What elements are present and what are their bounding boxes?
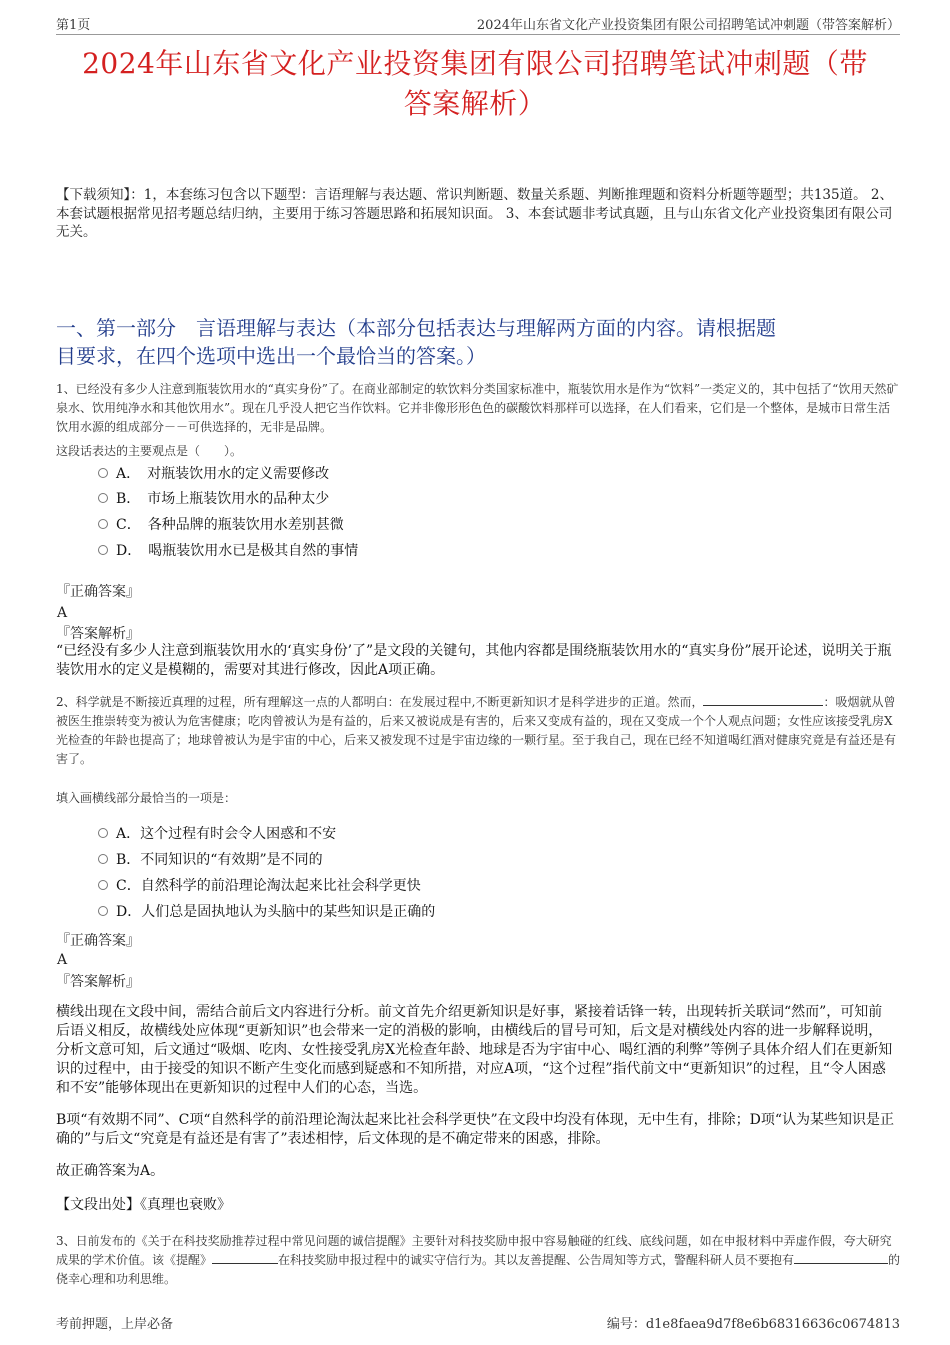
section-heading-line2: 目要求，在四个选项中选出一个最恰当的答案。） <box>56 344 486 368</box>
q1-option-a[interactable] <box>98 463 329 485</box>
section-heading-line1: 一、第一部分 言语理解与表达（本部分包括表达与理解两方面的内容。请根据题 <box>56 316 776 340</box>
header-doc-title: 2024年山东省文化产业投资集团有限公司招聘笔试冲刺题（带答案解析） <box>476 18 900 33</box>
q2-fill-blank <box>703 693 823 706</box>
q2-option-b[interactable] <box>98 849 323 871</box>
q3-text-part-c: 的侥幸心理和功利思维。 <box>56 1253 901 1286</box>
q2-analysis-paragraph-1: 横线出现在文段中间，需结合前后文内容进行分析。前文首先介绍更新知识是好事，紧接着话锋一转，出现转折关联词“然而”，可知前后语义相反，故横线处应体现“更新知识”也会带来一定的消极的影响，由横线后的冒号可知，后文是对横线处内容的进一步解释说明，分析文意可知，后文通过“吸烟、吃肉、女性接受乳房X光检查年龄、地球是否为宇宙中心、喝红酒的利弊”等例子具体介绍人们在更新知识的过程中，由于接受的知识不断产生变化而感到疑惑和不知所措，对应A项，“这个过程”指代前文中“更新知识”的过程，且“令人困惑和不安”能够体现出在更新知识的过程中人们的心态，当选。 <box>56 1004 893 1096</box>
section-heading <box>56 314 906 370</box>
q2-option-c-label: C．自然科学的前沿理论淘汰起来比社会科学更快 <box>116 878 421 894</box>
q2-option-a[interactable] <box>98 823 336 845</box>
footer-doc-id: 编号：d1e8faea9d7f8e6b68316636c0674813 <box>606 1317 900 1332</box>
question-2-prompt: 填入画横线部分最恰当的一项是： <box>56 791 237 805</box>
q1-option-d-label: D． 喝瓶装饮用水已是极其自然的事情 <box>116 543 359 559</box>
q1-option-b[interactable] <box>98 488 329 510</box>
q3-fill-blank-2 <box>794 1251 888 1264</box>
radio-icon[interactable] <box>98 854 108 864</box>
q2-source: 【文段出处】《真理也衰败》 <box>56 1197 231 1213</box>
page-title-line2: 答案解析） <box>403 87 547 120</box>
q2-analysis-label: 『答案解析』 <box>56 974 140 990</box>
radio-icon[interactable] <box>98 545 108 555</box>
q1-option-c[interactable] <box>98 514 344 536</box>
footer-slogan: 考前押题，上岸必备 <box>56 1317 174 1332</box>
q2-option-c[interactable] <box>98 875 421 897</box>
q2-conclusion: 故正确答案为A。 <box>56 1163 165 1179</box>
question-2-text <box>56 693 902 769</box>
radio-icon[interactable] <box>98 468 108 478</box>
q2-option-d[interactable] <box>98 901 435 923</box>
radio-icon[interactable] <box>98 880 108 890</box>
q2-option-a-label: A．这个过程有时会令人困惑和不安 <box>116 826 337 842</box>
q1-analysis: “已经没有多少人注意到瓶装饮用水的‘真实身份’了”是文段的关键句，其他内容都是围绕瓶装饮用水的“真实身份”展开论述，说明关于瓶装饮用水的定义是模糊的，需要对其进行修改，因此A项正确。 <box>56 643 892 678</box>
q1-option-c-label: C． 各种品牌的瓶装饮用水差别甚微 <box>116 517 344 533</box>
download-notice: 【下载须知】：1，本套练习包含以下题型：言语理解与表达题、常识判断题、数量关系题、判断推理题和资料分析题等题型；共135道。 2、本套试题根据常见招考题总结归纳，主要用于练习答题思路和拓展知识面。 3、本套试题非考试真题，且与山东省文化产业投资集团有限公司无关。 <box>56 187 893 240</box>
q1-option-a-label: A． 对瓶装饮用水的定义需要修改 <box>116 466 330 482</box>
header-divider <box>56 34 900 35</box>
question-1-prompt: 这段话表达的主要观点是（ ）。 <box>56 444 243 458</box>
q3-text-part-b: 在科技奖励申报过程中的诚实守信行为。其以友善提醒、公告周知等方式，警醒科研人员不要抱有 <box>278 1253 795 1267</box>
radio-icon[interactable] <box>98 906 108 916</box>
q2-text-part-b: ：吸烟就从曾被医生推崇转变为被认为危害健康；吃肉曾被认为是有益的，后来又被说成是有害的，后来又变成有益的，现在又变成一个个人观点问题；女性应该接受乳房X光检查的年龄也提高了；地球曾被认为是宇宙的中心，后来又被发现不过是宇宙边缘的一颗行星。至于我自己，现在已经不知道喝红酒对健康究竟是有益还是有害了。 <box>56 695 897 766</box>
q2-option-d-label: D．人们总是固执地认为头脑中的某些知识是正确的 <box>116 904 436 920</box>
page-title <box>30 44 920 124</box>
page-number: 第1页 <box>56 18 91 33</box>
q3-fill-blank-1 <box>212 1251 278 1264</box>
q3-text-part-a: 3、日前发布的《关于在科技奖励推荐过程中常见问题的诚信提醒》主要针对科技奖励申报中容易触碰的红线、底线问题，如在申报材料中弄虚作假，夸大研究成果的学术价值。该《提醒》 <box>56 1234 892 1267</box>
q2-text-part-a: 2、科学就是不断接近真理的过程，所有理解这一点的人都明白：在发展过程中,不断更新知识才是科学进步的正道。然而， <box>56 695 704 709</box>
q1-analysis-label: 『答案解析』 <box>56 626 140 642</box>
radio-icon[interactable] <box>98 519 108 529</box>
q2-correct-answer-label: 『正确答案』 <box>56 933 140 949</box>
q1-correct-answer-label: 『正确答案』 <box>56 584 140 600</box>
q1-correct-answer: A <box>57 605 68 621</box>
page-title-line1: 2024年山东省文化产业投资集团有限公司招聘笔试冲刺题（带 <box>82 47 868 80</box>
q1-option-d[interactable] <box>98 540 358 562</box>
radio-icon[interactable] <box>98 828 108 838</box>
q2-correct-answer: A <box>57 952 68 968</box>
q2-analysis-paragraph-2: B项“有效期不同”、C项“自然科学的前沿理论淘汰起来比社会科学更快”在文段中均没有体现，无中生有，排除；D项“认为某些知识是正确的”与后文“究竟是有益还是有害了”表述相悖，后文体现的是不确定带来的困惑，排除。 <box>56 1112 895 1147</box>
q2-option-b-label: B．不同知识的“有效期”是不同的 <box>116 852 323 868</box>
question-1-text: 1、已经没有多少人注意到瓶装饮用水的“真实身份”了。在商业部制定的软饮料分类国家标准中，瓶装饮用水是作为“饮料”一类定义的，其中包括了“饮用天然矿泉水、饮用纯净水和其他饮用水”。现在几乎没人把它当作饮料。它并非像形形色色的碳酸饮料那样可以选择，在人们看来，它们是一个整体，是城市日常生活饮用水源的组成部分－－可供选择的，无非是品牌。 <box>56 382 899 434</box>
radio-icon[interactable] <box>98 493 108 503</box>
question-3-text <box>56 1232 902 1289</box>
q1-option-b-label: B． 市场上瓶装饮用水的品种太少 <box>116 491 330 507</box>
